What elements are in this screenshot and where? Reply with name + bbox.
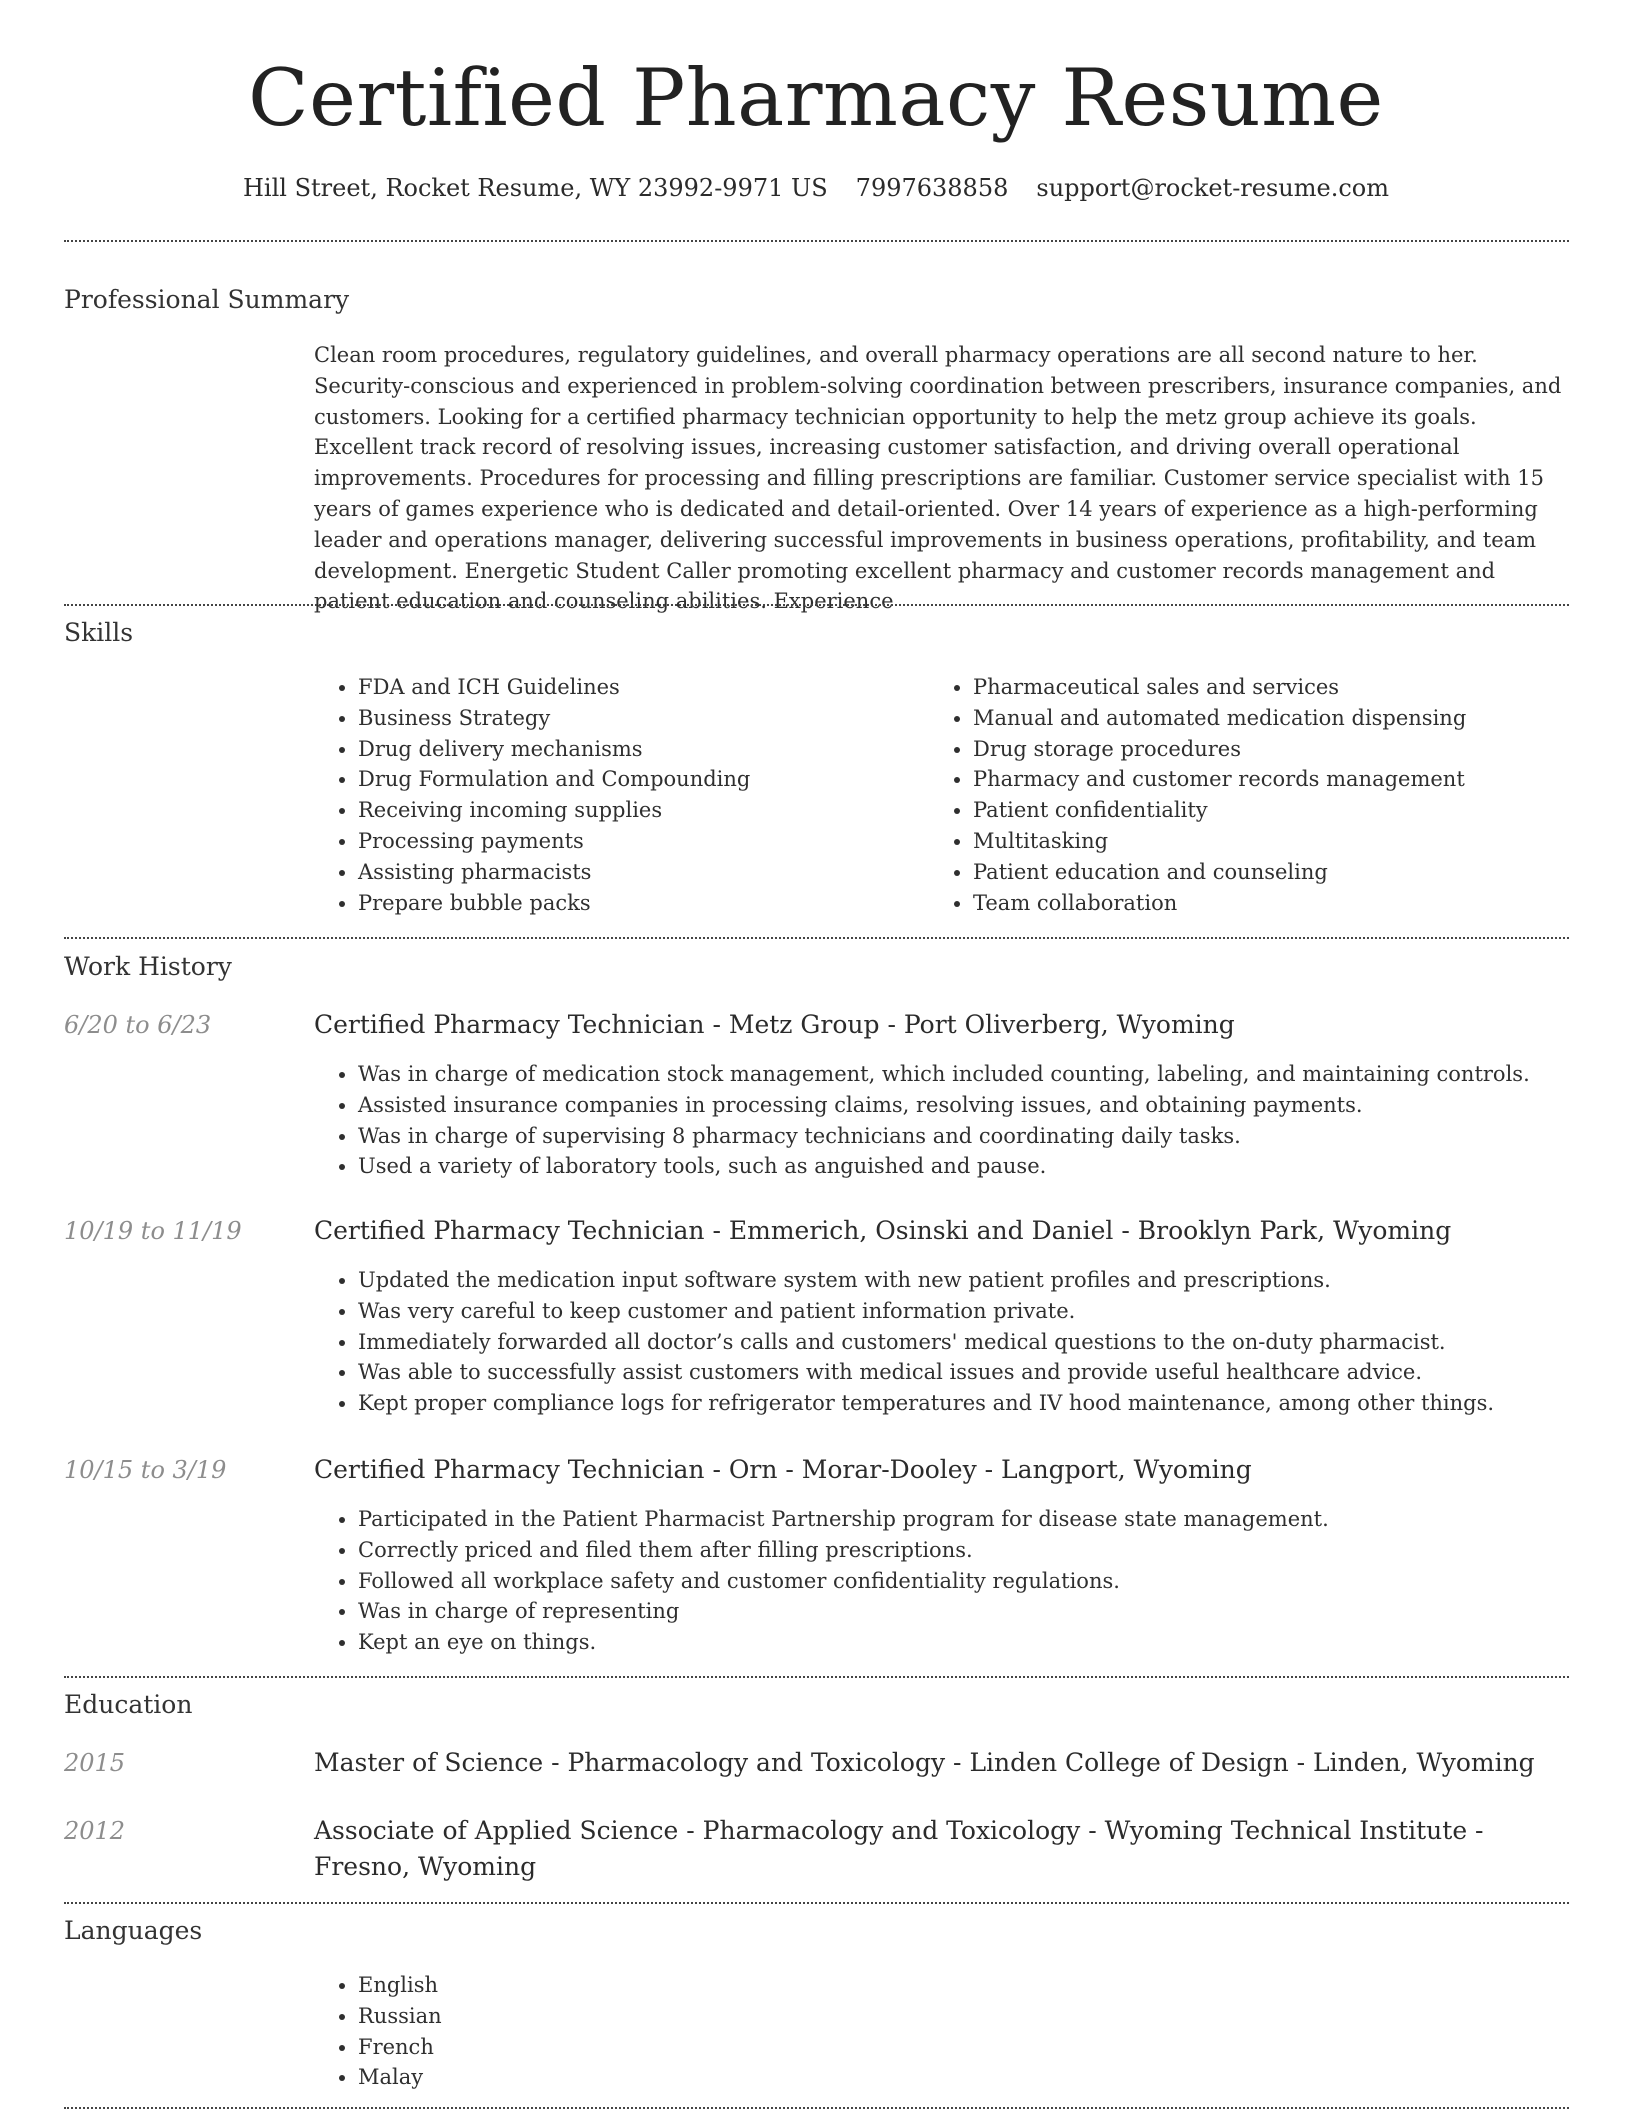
skill-item: • Prepare bubble packs xyxy=(358,888,918,919)
skill-item: • Drug storage procedures xyxy=(973,734,1613,765)
job-title: Certified Pharmacy Technician - Orn - Morar-Dooley - Langport, Wyoming xyxy=(314,1455,1252,1484)
section-divider xyxy=(64,937,1569,939)
job-title: Certified Pharmacy Technician - Emmerich, Osinski and Daniel - Brooklyn Park, Wyoming xyxy=(314,1216,1452,1245)
job-bullet: • Immediately forwarded all doctor’s calls and customers' medical questions to the on-duty pharmacist. xyxy=(358,1327,1613,1358)
skill-item: • Business Strategy xyxy=(358,703,918,734)
skills-list-left xyxy=(314,672,918,918)
skill-item: • Receiving incoming supplies xyxy=(358,795,918,826)
summary-heading: Professional Summary xyxy=(64,285,350,314)
job-bullets xyxy=(314,1504,1613,1658)
job-bullet: • Was in charge of supervising 8 pharmacy technicians and coordinating daily tasks. xyxy=(358,1121,1613,1152)
language-item: • Malay xyxy=(358,2062,958,2093)
skill-item: • Pharmacy and customer records management xyxy=(973,764,1613,795)
contact-line xyxy=(0,170,1632,206)
skill-item: • Multitasking xyxy=(973,826,1613,857)
education-year: 2015 xyxy=(64,1749,126,1777)
languages-list xyxy=(314,1970,958,2093)
job-bullet: • Correctly priced and filed them after filling prescriptions. xyxy=(358,1535,1613,1566)
skill-item: • FDA and ICH Guidelines xyxy=(358,672,918,703)
education-year: 2012 xyxy=(64,1817,126,1845)
skill-item: • Drug Formulation and Compounding xyxy=(358,764,918,795)
job-bullet: • Kept an eye on things. xyxy=(358,1627,1613,1658)
skill-item: • Pharmaceutical sales and services xyxy=(973,672,1613,703)
job-bullet: • Participated in the Patient Pharmacist Partnership program for disease state management. xyxy=(358,1504,1613,1535)
education-entry: Master of Science - Pharmacology and Toxicology - Linden College of Design - Linden, Wyoming xyxy=(314,1748,1535,1777)
language-item: • Russian xyxy=(358,2001,958,2032)
skill-item: • Processing payments xyxy=(358,826,918,857)
education-entry: Associate of Applied Science - Pharmacology and Toxicology - Wyoming Technical Institute - Fresno, Wyoming xyxy=(314,1816,1484,1881)
skill-item: • Drug delivery mechanisms xyxy=(358,734,918,765)
section-divider xyxy=(64,1902,1569,1904)
job-bullet: • Kept proper compliance logs for refrigerator temperatures and IV hood maintenance, among other things. xyxy=(358,1388,1613,1419)
summary-text: Clean room procedures, regulatory guidelines, and overall pharmacy operations are all second nature to her. Security-conscious and experienced in problem-solving coordination between prescribers, insurance companies, and customers. Looking for a certified pharmacy technician opportunity to help the metz group achieve its goals. Excellent track record of resolving issues, increasing customer satisfaction, and driving overall operational improvements. Procedures for processing and filling prescriptions are familiar. Customer service specialist with 15 years of games experience who is dedicated and detail-oriented. Over 14 years of experience as a high-performing leader and operations manager, delivering successful improvements in business operations, profitability, and team development. Energetic Student Caller promoting excellent pharmacy and customer records management and patient education and counseling abilities. Experience xyxy=(314,343,1562,614)
section-divider xyxy=(64,2107,1569,2109)
job-bullet: • Was able to successfully assist customers with medical issues and provide useful healthcare advice. xyxy=(358,1357,1613,1388)
job-bullet: • Used a variety of laboratory tools, such as anguished and pause. xyxy=(358,1151,1613,1182)
education-heading: Education xyxy=(64,1690,193,1719)
work-history-heading: Work History xyxy=(64,952,232,981)
job-title: Certified Pharmacy Technician - Metz Group - Port Oliverberg, Wyoming xyxy=(314,1010,1235,1039)
job-dates: 6/20 to 6/23 xyxy=(64,1011,212,1039)
email-link[interactable]: support@rocket-resume.com xyxy=(1036,174,1389,202)
job-bullet: • Was in charge of representing xyxy=(358,1596,1613,1627)
languages-heading: Languages xyxy=(64,1916,203,1945)
skill-item: • Patient confidentiality xyxy=(973,795,1613,826)
skill-item: • Assisting pharmacists xyxy=(358,857,918,888)
skill-item: • Patient education and counseling xyxy=(973,857,1613,888)
job-bullet: • Assisted insurance companies in processing claims, resolving issues, and obtaining payments. xyxy=(358,1090,1613,1121)
job-bullet: • Updated the medication input software system with new patient profiles and prescriptions. xyxy=(358,1265,1613,1296)
section-divider xyxy=(64,240,1569,242)
job-bullet: • Was in charge of medication stock management, which included counting, labeling, and maintaining controls. xyxy=(358,1059,1613,1090)
job-bullet: • Followed all workplace safety and customer confidentiality regulations. xyxy=(358,1566,1613,1597)
language-item: • English xyxy=(358,1970,958,2001)
address-text: Hill Street, Rocket Resume, WY 23992-9971 US xyxy=(243,174,828,202)
job-bullets xyxy=(314,1059,1613,1182)
job-dates: 10/15 to 3/19 xyxy=(64,1456,227,1484)
job-bullet: • Was very careful to keep customer and patient information private. xyxy=(358,1296,1613,1327)
job-bullets xyxy=(314,1265,1613,1419)
job-dates: 10/19 to 11/19 xyxy=(64,1217,242,1245)
skills-heading: Skills xyxy=(64,618,134,647)
section-divider xyxy=(64,1676,1569,1678)
resume-title: Certified Pharmacy Resume xyxy=(248,52,1384,144)
section-divider xyxy=(64,604,1569,606)
phone-text: 7997638858 xyxy=(855,174,1009,202)
skill-item: • Manual and automated medication dispensing xyxy=(973,703,1613,734)
skills-list-right xyxy=(929,672,1613,918)
language-item: • French xyxy=(358,2032,958,2063)
skill-item: • Team collaboration xyxy=(973,888,1613,919)
